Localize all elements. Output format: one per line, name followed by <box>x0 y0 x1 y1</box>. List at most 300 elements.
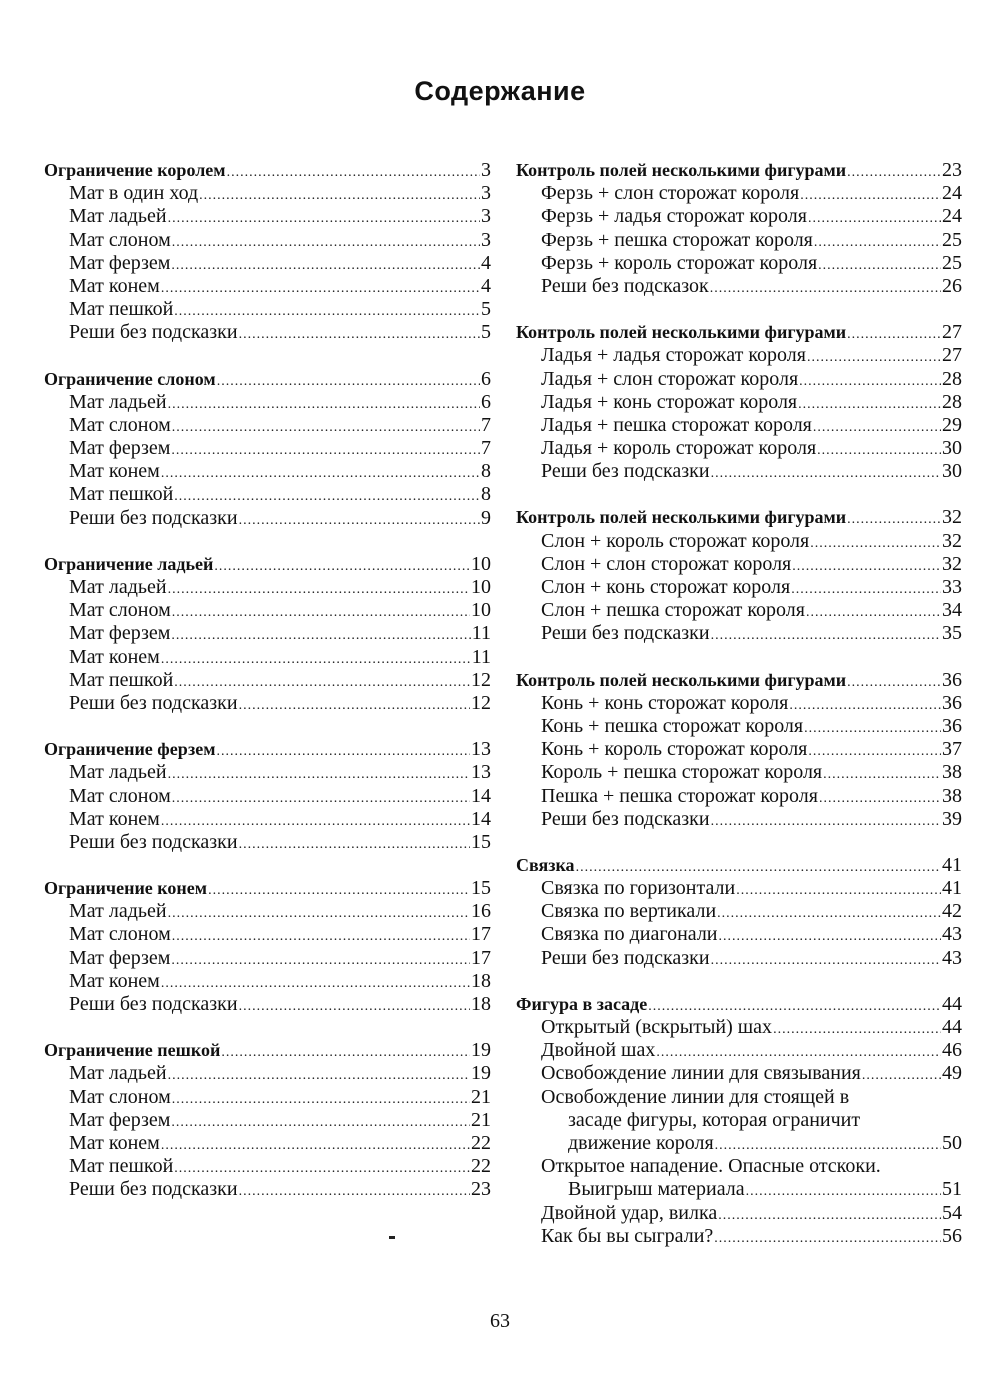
toc-entry-page-number: 17 <box>471 923 491 946</box>
toc-entry-title: Двойной удар, вилка <box>541 1201 718 1224</box>
toc-entry[interactable] <box>516 1225 962 1248</box>
toc-entry[interactable] <box>44 900 491 923</box>
toc-entry-page-number: 25 <box>942 228 962 251</box>
toc-chapter-heading[interactable] <box>516 321 962 344</box>
toc-entry-page-number: 27 <box>942 344 962 367</box>
toc-entry-page-number: 18 <box>471 993 491 1015</box>
toc-chapter-heading-page-number: 10 <box>471 552 491 575</box>
toc-entry-page-number: 23 <box>471 1178 491 1201</box>
dot-leader <box>817 439 941 462</box>
dot-leader <box>710 277 941 300</box>
toc-entry-title: Мат пешкой <box>69 1155 174 1178</box>
toc-entry-page-number: 38 <box>942 784 962 807</box>
dot-leader <box>714 1227 941 1250</box>
toc-section <box>44 877 491 1016</box>
toc-entry-title: Мат конем <box>69 1131 160 1154</box>
toc-entry-title: Ферзь + пешка сторожат короля <box>541 228 813 251</box>
toc-entry[interactable] <box>516 1016 962 1039</box>
toc-entry-title: Мат ладьей <box>69 761 167 784</box>
toc-entry-title: Двойной шах <box>541 1039 656 1062</box>
toc-entry[interactable] <box>44 460 491 483</box>
toc-entry-page-number: 25 <box>942 251 962 274</box>
toc-entry-title: Конь + король сторожат короля <box>541 738 808 761</box>
toc-entry-title: Ферзь + ладья сторожат короля <box>541 205 807 228</box>
toc-entry-page-number: 10 <box>471 599 491 622</box>
toc-chapter-heading[interactable] <box>44 159 491 182</box>
dot-leader <box>168 578 470 601</box>
toc-entry-page-number: 30 <box>942 437 962 460</box>
toc-entry-page-number: 43 <box>942 923 962 946</box>
toc-entry[interactable] <box>516 1062 962 1085</box>
dot-leader <box>746 1180 941 1203</box>
toc-chapter-heading-title: Ограничение ладьей <box>44 553 214 574</box>
toc-entry[interactable] <box>516 344 962 367</box>
toc-entry-page-number: 42 <box>942 900 962 923</box>
toc-entry-page-number: 16 <box>471 900 491 923</box>
toc-entry-page-number: 21 <box>471 1085 491 1108</box>
toc-entry-page-number: 6 <box>481 390 491 413</box>
toc-entry-title: Реши без подсказки <box>541 460 710 483</box>
dot-leader <box>239 1180 470 1203</box>
toc-entry-page-number: 8 <box>481 483 491 506</box>
toc-entry-title: Ладья + ладья сторожат короля <box>541 344 806 367</box>
toc-entry[interactable] <box>516 692 962 715</box>
toc-section <box>516 159 962 298</box>
toc-chapter-heading-page-number: 41 <box>942 853 962 876</box>
toc-section <box>516 854 962 970</box>
toc-entry-page-number: 46 <box>942 1039 962 1062</box>
toc-chapter-heading-title: Контроль полей несколькими фигурами <box>516 322 847 343</box>
toc-entry[interactable] <box>44 229 491 252</box>
toc-entry[interactable] <box>44 947 491 970</box>
toc-entry-title: движение короля <box>568 1131 714 1154</box>
toc-section <box>44 159 491 345</box>
dot-leader <box>719 925 941 948</box>
toc-entry-page-number: 37 <box>942 738 962 761</box>
toc-entry-page-number: 56 <box>942 1224 962 1247</box>
toc-entry-title: Реши без подсказки <box>69 506 238 529</box>
toc-entry-page-number: 30 <box>942 460 962 483</box>
toc-section <box>516 506 962 645</box>
toc-entry-page-number: 22 <box>471 1155 491 1178</box>
dot-leader <box>172 416 480 439</box>
toc-entry[interactable] <box>516 437 962 460</box>
dot-leader <box>239 694 470 717</box>
toc-entry[interactable] <box>44 622 491 645</box>
page-number: 63 <box>490 1310 510 1332</box>
toc-chapter-heading[interactable] <box>44 553 491 576</box>
toc-entry-title: Мат конем <box>69 969 160 992</box>
toc-entry[interactable] <box>516 391 962 414</box>
toc-entry-title: Конь + конь сторожат короля <box>541 691 789 714</box>
toc-entry[interactable] <box>44 182 491 205</box>
toc-entry-title: Реши без подсказки <box>69 993 238 1015</box>
dot-leader <box>800 184 941 207</box>
toc-section <box>44 1039 491 1201</box>
toc-entry[interactable] <box>516 1178 962 1201</box>
dot-leader <box>171 949 470 972</box>
dot-leader <box>789 694 941 717</box>
toc-chapter-heading[interactable] <box>516 669 962 692</box>
dot-leader <box>172 601 470 624</box>
toc-entry[interactable] <box>516 785 962 808</box>
toc-entry-title: Мат в один ход <box>69 182 199 205</box>
toc-entry[interactable] <box>44 205 491 228</box>
dot-leader <box>808 740 941 763</box>
toc-entry-title: Ладья + конь сторожат короля <box>541 390 798 413</box>
toc-entry[interactable] <box>44 923 491 946</box>
toc-entry[interactable] <box>44 831 491 854</box>
toc-entry-title: Мат слоном <box>69 784 171 807</box>
toc-entry-page-number: 36 <box>942 714 962 737</box>
toc-entry-page-number: 32 <box>942 552 962 575</box>
toc-chapter-heading[interactable] <box>516 993 962 1016</box>
toc-entry[interactable] <box>516 530 962 553</box>
toc-entry[interactable] <box>44 483 491 506</box>
dot-leader <box>792 555 941 578</box>
dot-leader <box>823 763 941 786</box>
toc-entry-title: Открытый (вскрытый) шах <box>541 1016 773 1038</box>
toc-entry-page-number: 50 <box>942 1131 962 1154</box>
toc-entry[interactable] <box>516 275 962 298</box>
toc-chapter-heading-page-number: 23 <box>942 159 962 181</box>
toc-entry-page-number: 54 <box>942 1201 962 1224</box>
toc-entry-title: Реши без подсказки <box>541 807 710 830</box>
toc-entry-title: Как бы вы сыграли? <box>541 1224 714 1247</box>
toc-entry[interactable] <box>44 1132 491 1155</box>
dot-leader <box>171 624 470 647</box>
toc-chapter-heading[interactable] <box>44 877 491 900</box>
dot-leader <box>791 578 941 601</box>
toc-entry[interactable] <box>44 1178 491 1201</box>
toc-chapter-heading[interactable] <box>44 1039 491 1062</box>
toc-entry[interactable] <box>516 205 962 228</box>
toc-entry[interactable] <box>44 275 491 298</box>
dot-leader <box>711 624 941 647</box>
toc-entry-page-number: 12 <box>471 668 491 691</box>
toc-entry[interactable] <box>44 993 491 1016</box>
toc-chapter-heading[interactable] <box>516 159 962 182</box>
dot-leader <box>818 254 941 277</box>
toc-entry-title: Мат конем <box>69 807 160 830</box>
toc-chapter-heading-page-number: 6 <box>481 367 491 390</box>
dot-leader <box>161 648 471 671</box>
dot-leader <box>216 740 470 763</box>
toc-entry-title: Пешка + пешка сторожат короля <box>541 784 818 807</box>
toc-entry-line[interactable]: Освобождение линии для стоящей в <box>541 1085 850 1108</box>
toc-entry-page-number: 7 <box>481 437 491 460</box>
toc-entry[interactable] <box>44 692 491 715</box>
toc-entry[interactable] <box>44 761 491 784</box>
toc-left-column <box>44 159 491 1225</box>
toc-entry-page-number: 5 <box>481 298 491 321</box>
toc-entry[interactable] <box>516 1202 962 1225</box>
toc-chapter-heading-title: Ограничение ферзем <box>44 739 216 760</box>
dot-leader <box>161 810 470 833</box>
dot-leader <box>199 184 480 207</box>
toc-entry[interactable] <box>516 182 962 205</box>
toc-entry[interactable] <box>44 970 491 993</box>
toc-entry-page-number: 15 <box>471 830 491 853</box>
toc-entry-title: Связка по вертикали <box>541 900 717 923</box>
dot-leader <box>718 1204 941 1227</box>
toc-entry[interactable] <box>44 298 491 321</box>
toc-entry-title: Слон + слон сторожат короля <box>541 552 792 575</box>
toc-entry-line[interactable]: Открытое нападение. Опасные отскоки. <box>541 1155 881 1178</box>
toc-entry-title: Мат пешкой <box>69 668 174 691</box>
toc-entry[interactable] <box>516 229 962 252</box>
toc-entry-line[interactable]: засаде фигуры, которая ограничит <box>568 1108 861 1131</box>
toc-entry-title: Реши без подсказки <box>541 622 710 645</box>
dot-leader <box>239 509 480 532</box>
toc-entry[interactable] <box>516 761 962 784</box>
toc-entry-title: Мат ферзем <box>69 946 171 969</box>
dot-leader <box>174 485 480 508</box>
toc-entry[interactable] <box>516 252 962 275</box>
toc-entry-page-number: 35 <box>942 622 962 645</box>
toc-section <box>516 321 962 483</box>
toc-entry-page-number: 14 <box>471 807 491 830</box>
toc-entry[interactable] <box>516 738 962 761</box>
toc-entry[interactable] <box>516 715 962 738</box>
toc-chapter-heading-page-number: 36 <box>942 668 962 691</box>
dot-leader <box>208 879 470 902</box>
toc-entry[interactable] <box>516 622 962 645</box>
dot-leader <box>168 763 470 786</box>
toc-entry-title: Выигрыш материала <box>568 1178 745 1201</box>
dot-leader <box>172 231 480 254</box>
toc-chapter-heading[interactable] <box>44 368 491 391</box>
toc-entry-page-number: 29 <box>942 413 962 436</box>
toc-entry[interactable] <box>44 646 491 669</box>
toc-entry-page-number: 38 <box>942 761 962 784</box>
toc-entry[interactable] <box>44 669 491 692</box>
dot-leader <box>174 671 470 694</box>
toc-entry-title: Мат ферзем <box>69 251 171 274</box>
toc-entry-page-number: 3 <box>481 228 491 251</box>
dot-leader <box>711 949 941 972</box>
dot-leader <box>161 1134 470 1157</box>
toc-entry-title: Конь + пешка сторожат короля <box>541 714 804 737</box>
toc-entry-page-number: 24 <box>942 205 962 228</box>
toc-entry-title: Реши без подсказки <box>69 691 238 714</box>
toc-entry-page-number: 28 <box>942 367 962 390</box>
dot-leader <box>168 902 470 925</box>
toc-entry-page-number: 32 <box>942 529 962 552</box>
toc-chapter-heading-title: Контроль полей несколькими фигурами <box>516 160 847 180</box>
toc-entry-page-number: 11 <box>471 622 491 645</box>
toc-entry-page-number: 21 <box>471 1108 491 1131</box>
toc-entry-page-number: 43 <box>942 946 962 969</box>
toc-entry[interactable] <box>516 808 962 831</box>
toc-entry[interactable] <box>44 414 491 437</box>
dot-leader <box>168 393 480 416</box>
toc-entry-page-number: 51 <box>942 1178 962 1201</box>
toc-entry-page-number: 36 <box>942 691 962 714</box>
dot-leader <box>814 231 941 254</box>
toc-chapter-heading-page-number: 44 <box>942 992 962 1015</box>
toc-entry-title: Ферзь + слон сторожат короля <box>541 182 800 205</box>
dot-leader <box>239 833 470 856</box>
toc-entry-title: Реши без подсказок <box>541 274 709 297</box>
dot-leader <box>161 277 480 300</box>
toc-entry[interactable] <box>516 947 962 970</box>
dot-leader <box>804 717 941 740</box>
toc-entry-page-number: 7 <box>481 413 491 436</box>
toc-entry-title: Слон + король сторожат короля <box>541 529 810 552</box>
toc-entry-title: Мат слоном <box>69 228 171 251</box>
toc-entry-title: Мат слоном <box>69 1085 171 1108</box>
toc-chapter-heading-title: Ограничение пешкой <box>44 1040 221 1061</box>
toc-section <box>516 993 962 1248</box>
toc-entry[interactable] <box>516 877 962 900</box>
toc-chapter-heading-page-number: 13 <box>471 738 491 761</box>
dot-leader <box>773 1018 941 1041</box>
toc-entry-title: Мат ладьей <box>69 1062 167 1085</box>
toc-chapter-heading-page-number: 27 <box>942 321 962 344</box>
dot-leader <box>217 370 480 393</box>
toc-entry[interactable] <box>44 785 491 808</box>
dot-leader <box>808 207 941 230</box>
toc-entry[interactable] <box>44 437 491 460</box>
toc-chapter-heading-page-number: 32 <box>942 506 962 529</box>
toc-entry[interactable] <box>516 576 962 599</box>
toc-entry-page-number: 24 <box>942 182 962 205</box>
dot-leader <box>813 416 941 439</box>
toc-entry[interactable] <box>516 460 962 483</box>
toc-chapter-heading[interactable] <box>44 738 491 761</box>
dot-leader <box>847 161 941 184</box>
toc-entry[interactable] <box>44 1062 491 1085</box>
toc-entry-page-number: 17 <box>471 946 491 969</box>
dot-leader <box>174 1157 470 1180</box>
toc-entry-page-number: 41 <box>942 877 962 900</box>
toc-entry[interactable] <box>44 576 491 599</box>
toc-entry-page-number: 28 <box>942 390 962 413</box>
toc-entry-page-number: 18 <box>471 969 491 992</box>
toc-section <box>44 553 491 715</box>
toc-chapter-heading-page-number: 19 <box>471 1039 491 1062</box>
toc-entry[interactable] <box>44 599 491 622</box>
toc-entry-page-number: 49 <box>942 1062 962 1085</box>
toc-entry-title: Мат слоном <box>69 413 171 436</box>
dot-leader <box>847 508 941 531</box>
toc-entry-title: Ферзь + король сторожат короля <box>541 251 818 274</box>
toc-entry-title: Мат ладьей <box>69 576 167 598</box>
toc-entry-title: Мат ферзем <box>69 1108 171 1131</box>
toc-entry-page-number: 19 <box>471 1062 491 1085</box>
dot-leader <box>168 1064 470 1087</box>
toc-entry[interactable] <box>44 808 491 831</box>
toc-entry-page-number: 14 <box>471 784 491 807</box>
toc-chapter-heading-page-number: 15 <box>471 877 491 900</box>
toc-entry-page-number: 5 <box>481 321 491 344</box>
dot-leader <box>171 439 480 462</box>
dot-leader <box>174 300 480 323</box>
dot-leader <box>847 323 941 346</box>
toc-entry-page-number: 4 <box>481 251 491 274</box>
dot-leader <box>221 1041 470 1064</box>
toc-chapter-heading-title: Ограничение конем <box>44 878 208 899</box>
toc-entry-title: Мат ферзем <box>69 622 171 645</box>
toc-entry-title: Мат ладьей <box>69 390 167 413</box>
toc-entry[interactable] <box>516 1039 962 1062</box>
dot-leader <box>810 532 941 555</box>
toc-entry[interactable] <box>516 923 962 946</box>
dot-leader <box>239 995 470 1018</box>
toc-entry[interactable] <box>516 368 962 391</box>
toc-entry-title: Освобождение линии для связывания <box>541 1062 861 1085</box>
toc-entry-page-number: 10 <box>471 576 491 598</box>
toc-entry[interactable] <box>516 599 962 622</box>
toc-entry-title: Мат пешкой <box>69 298 174 321</box>
toc-entry[interactable] <box>44 252 491 275</box>
toc-entry-page-number: 4 <box>481 274 491 297</box>
dot-leader <box>161 972 470 995</box>
toc-entry[interactable] <box>44 1086 491 1109</box>
toc-entry-page-number: 26 <box>942 274 962 297</box>
toc-entry[interactable] <box>516 414 962 437</box>
toc-entry-title: Мат ладьей <box>69 205 167 228</box>
toc-chapter-heading-title: Контроль полей несколькими фигурами <box>516 669 847 690</box>
toc-entry[interactable] <box>44 507 491 530</box>
dot-leader <box>798 393 941 416</box>
toc-entry[interactable] <box>516 900 962 923</box>
toc-entry-page-number: 3 <box>481 182 491 205</box>
toc-right-column <box>516 159 962 1271</box>
dot-leader <box>717 902 941 925</box>
toc-section <box>44 738 491 854</box>
toc-entry-title: Мат слоном <box>69 599 171 622</box>
toc-entry-title: Мат конем <box>69 274 160 297</box>
toc-entry-page-number: 11 <box>471 645 491 668</box>
toc-entry[interactable] <box>516 1132 962 1155</box>
toc-entry-title: Реши без подсказки <box>541 946 710 969</box>
toc-entry[interactable] <box>44 391 491 414</box>
toc-entry[interactable] <box>44 1155 491 1178</box>
dot-leader <box>172 925 470 948</box>
dot-leader <box>711 810 941 833</box>
toc-entry-page-number: 9 <box>481 506 491 529</box>
toc-chapter-heading-title: Фигура в засаде <box>516 993 648 1014</box>
dot-leader <box>648 995 941 1018</box>
toc-entry-title: Мат ферзем <box>69 437 171 460</box>
toc-chapter-heading-title: Контроль полей несколькими фигурами <box>516 507 847 528</box>
dot-leader <box>168 207 480 230</box>
toc-entry[interactable] <box>44 321 491 344</box>
toc-entry-page-number: 13 <box>471 761 491 784</box>
toc-entry-title: Мат слоном <box>69 923 171 946</box>
dot-leader <box>239 323 480 346</box>
dot-leader <box>171 254 480 277</box>
dot-leader <box>227 161 480 184</box>
toc-entry[interactable] <box>516 553 962 576</box>
toc-entry-title: Реши без подсказки <box>69 1178 238 1201</box>
print-speck <box>389 1236 395 1239</box>
toc-section <box>44 368 491 530</box>
dot-leader <box>799 370 941 393</box>
toc-chapter-heading[interactable] <box>516 854 962 877</box>
toc-entry-page-number: 22 <box>471 1131 491 1154</box>
toc-entry[interactable] <box>44 1109 491 1132</box>
toc-entry-title: Мат ладьей <box>69 900 167 923</box>
toc-chapter-heading-title: Ограничение королем <box>44 160 226 180</box>
toc-section <box>516 669 962 831</box>
toc-entry-page-number: 34 <box>942 599 962 622</box>
dot-leader <box>847 671 941 694</box>
toc-chapter-heading[interactable] <box>516 506 962 529</box>
toc-entry-page-number: 39 <box>942 807 962 830</box>
